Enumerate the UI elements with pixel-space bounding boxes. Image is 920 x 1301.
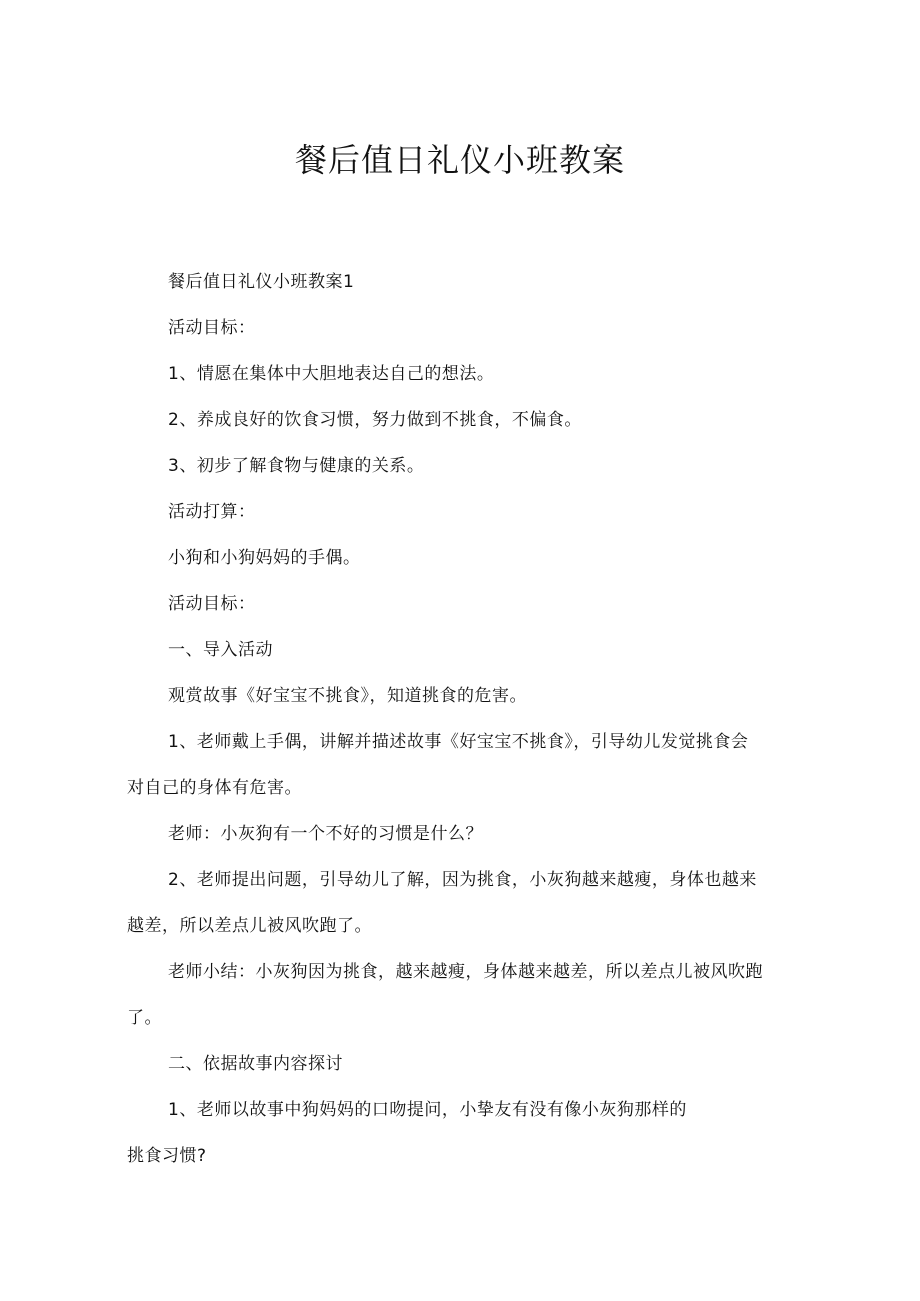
paragraph: 小狗和小狗妈妈的手偶。 — [168, 548, 361, 568]
paragraph: 1、老师戴上手偶，讲解并描述故事《好宝宝不挑食》，引导幼儿发觉挑食会 — [168, 732, 749, 752]
document-title: 餐后值日礼仪小班教案 — [294, 141, 625, 179]
paragraph: 活动目标： — [168, 318, 256, 338]
paragraph-continuation: 挑食习惯? — [127, 1146, 207, 1166]
paragraph: 活动目标： — [168, 594, 256, 614]
paragraph-continuation: 了。 — [127, 1008, 162, 1028]
paragraph: 2、老师提出问题，引导幼儿了解，因为挑食，小灰狗越来越瘦，身体也越来 — [168, 870, 757, 890]
paragraph: 1、情愿在集体中大胆地表达自己的想法。 — [168, 364, 495, 384]
paragraph: 3、初步了解食物与健康的关系。 — [168, 456, 425, 476]
paragraph: 老师：小灰狗有一个不好的习惯是什么？ — [168, 824, 483, 844]
paragraph: 老师小结：小灰狗因为挑食，越来越瘦，身体越来越差，所以差点儿被风吹跑 — [168, 962, 763, 982]
paragraph: 二、依据故事内容探讨 — [168, 1054, 343, 1074]
paragraph: 一、导入活动 — [168, 640, 273, 660]
paragraph: 观赏故事《好宝宝不挑食》，知道挑食的危害。 — [168, 686, 527, 706]
section-heading: 餐后值日礼仪小班教案1 — [168, 272, 355, 292]
paragraph: 2、养成良好的饮食习惯，努力做到不挑食，不偏食。 — [168, 410, 582, 430]
paragraph-continuation: 越差，所以差点儿被风吹跑了。 — [127, 916, 372, 936]
paragraph: 1、老师以故事中狗妈妈的口吻提问，小挚友有没有像小灰狗那样的 — [168, 1100, 687, 1120]
paragraph-continuation: 对自己的身体有危害。 — [127, 778, 302, 798]
paragraph: 活动打算： — [168, 502, 256, 522]
